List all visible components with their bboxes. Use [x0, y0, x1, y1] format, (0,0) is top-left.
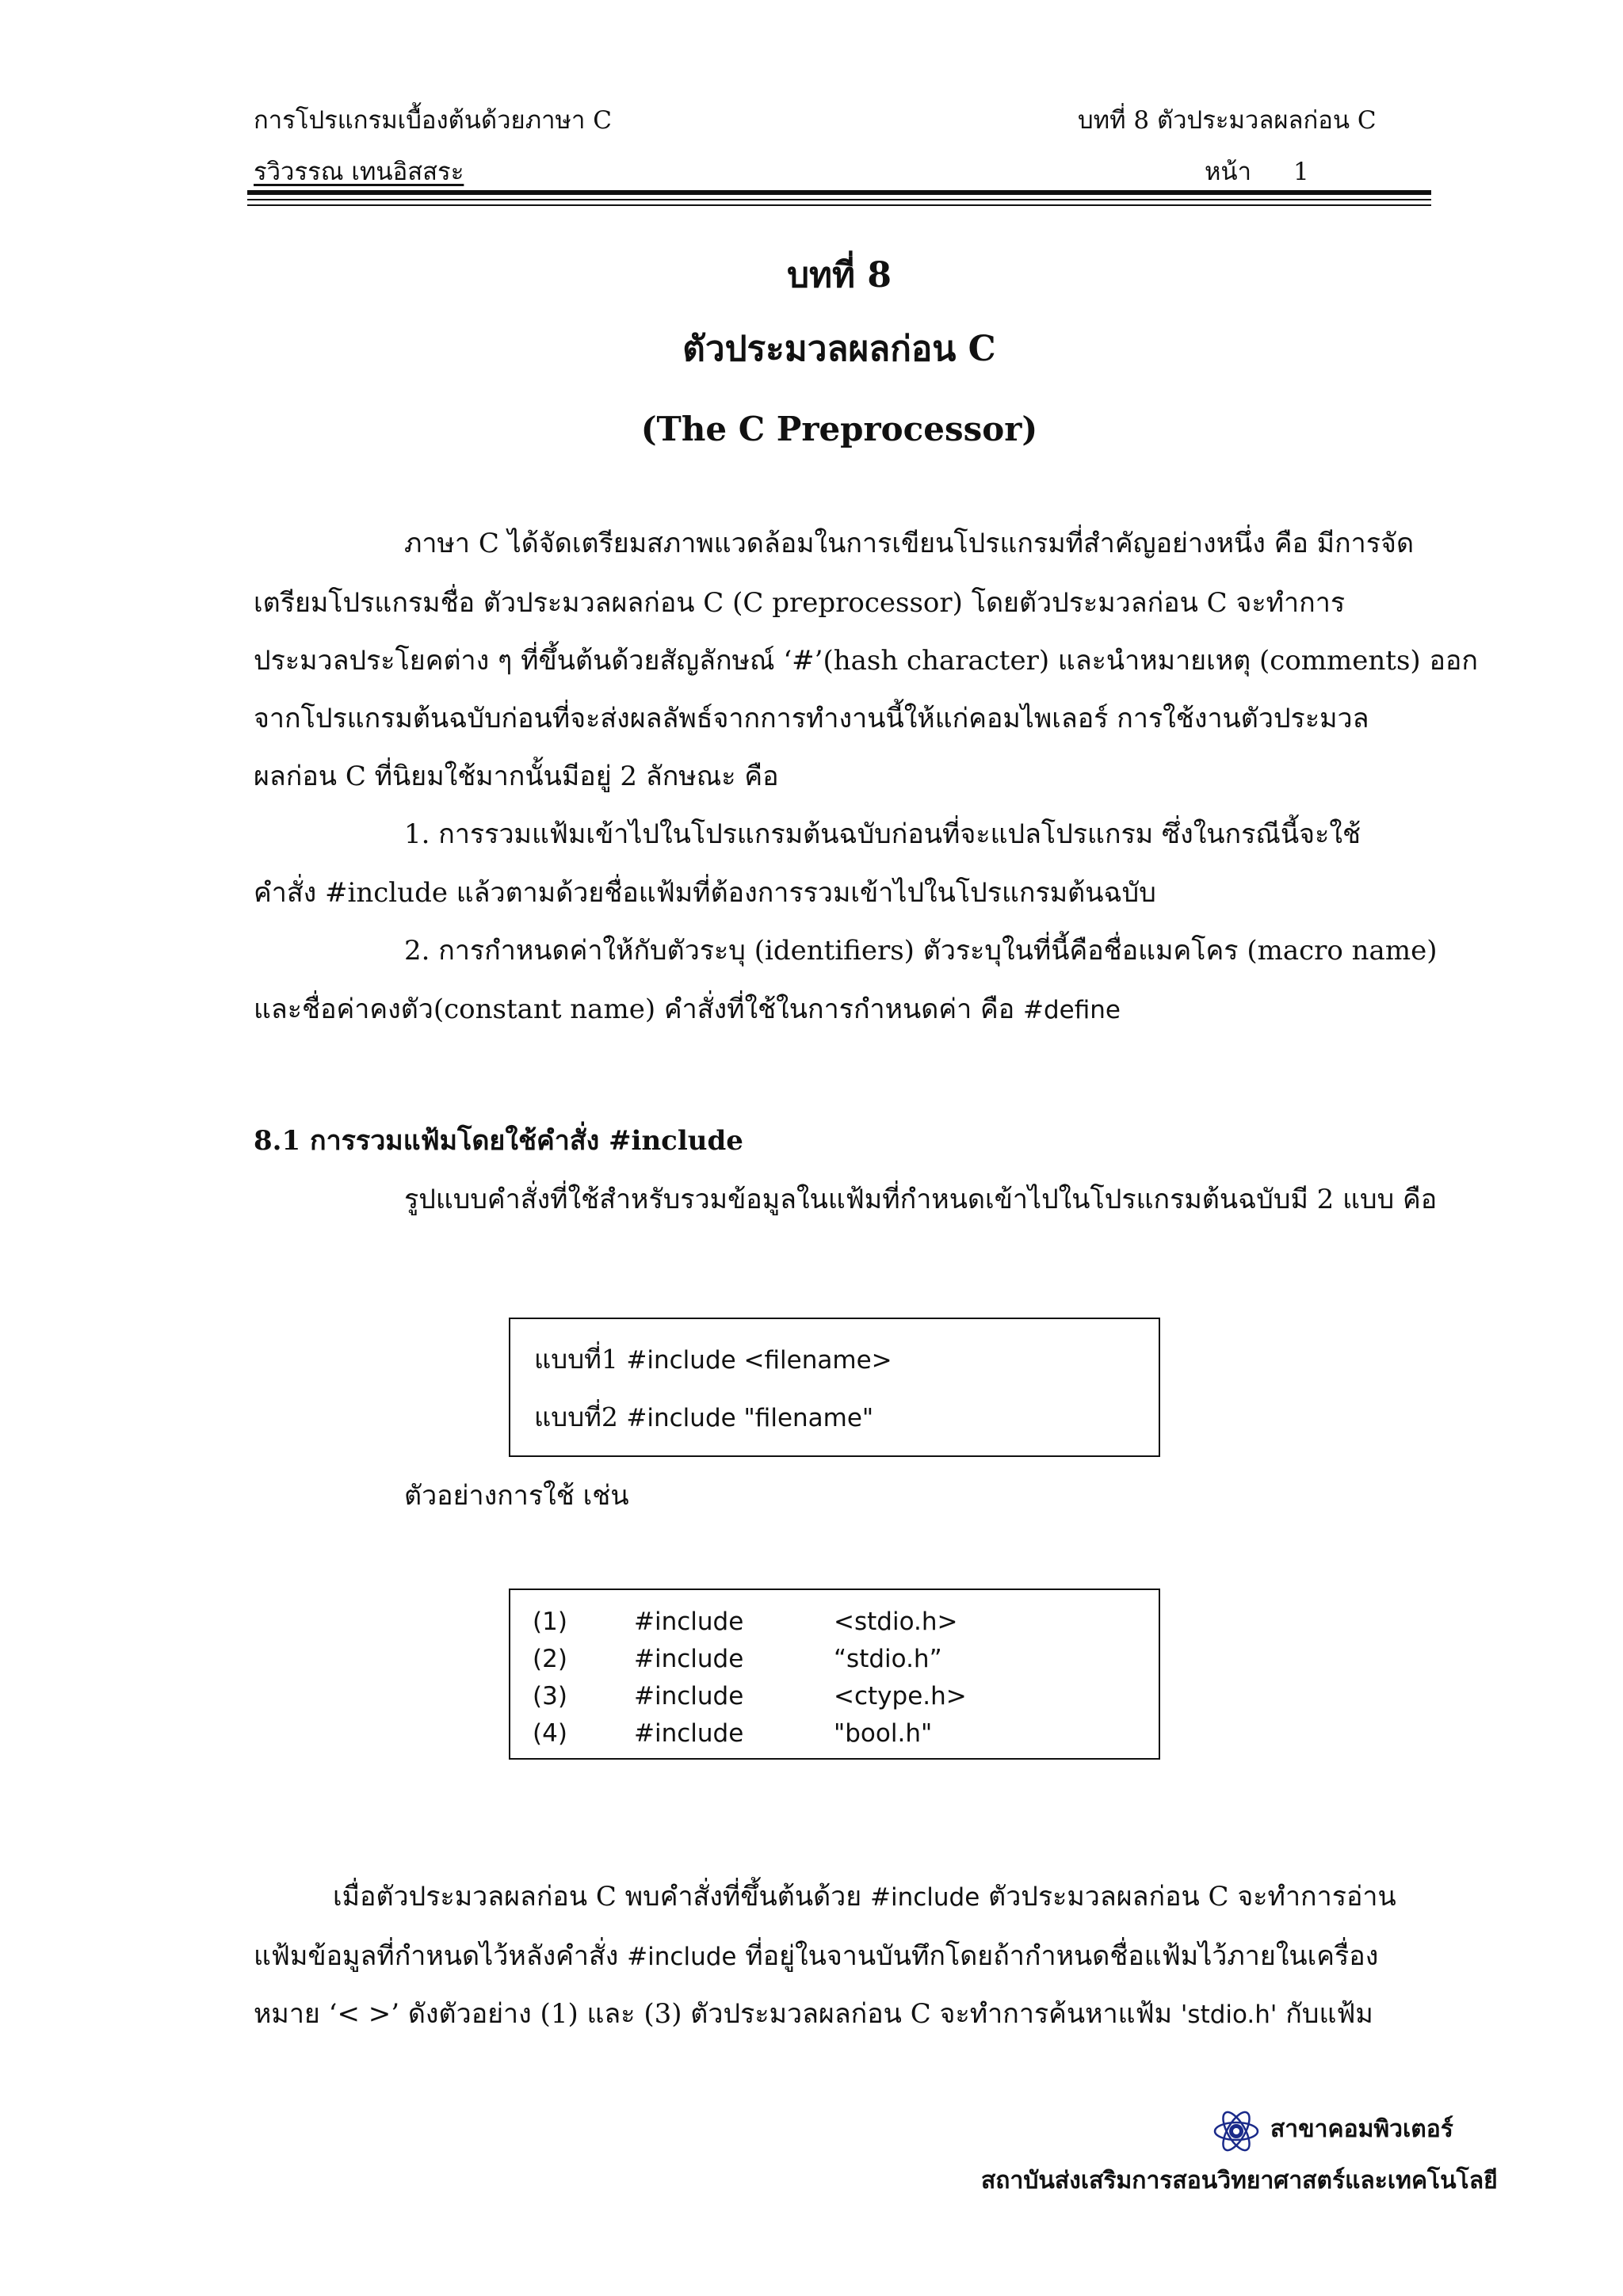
- filename-literal: 'stdio.h': [1180, 2000, 1277, 2029]
- closing-2-text-a: แฟ้มข้อมูลที่กำหนดไว้หลังคำสั่ง: [254, 1940, 628, 1972]
- closing-line-3: [254, 1995, 1431, 2034]
- header-rule-thick: [247, 190, 1431, 195]
- code-row: [533, 1641, 1135, 1677]
- code-row-number: (1): [533, 1608, 567, 1636]
- code-row-directive: #include: [634, 1645, 744, 1673]
- format-line-2: [534, 1399, 873, 1436]
- chapter-number: บทที่ 8: [787, 255, 892, 296]
- header-rule-thin-2: [247, 204, 1431, 206]
- code-row-file: "bool.h": [834, 1719, 933, 1748]
- code-row-number: (3): [533, 1682, 567, 1711]
- item-1-line-1: 1. การรวมแฟ้มเข้าไปในโปรแกรมต้นฉบับก่อนที่จะแปลโปรแกรม ซึ่งในกรณีนี้จะใช้: [404, 818, 1361, 850]
- intro-line-5: ผลก่อน C ที่นิยมใช้มากนั้นมีอยู่ 2 ลักษณะ คือ: [254, 761, 779, 792]
- closing-1-text-b: ตัวประมวลผลก่อน C จะทำการอ่าน: [980, 1881, 1396, 1913]
- intro-line-1: ภาษา C ได้จัดเตรียมสภาพแวดล้อมในการเขียนโปรแกรมที่สำคัญอย่างหนึ่ง คือ มีการจัด: [404, 528, 1415, 559]
- format-line-1: [534, 1341, 892, 1379]
- include-keyword: #include: [627, 1943, 737, 1971]
- closing-2-text-b: ที่อยู่ในจานบันทึกโดยถ้ากำหนดชื่อแฟ้มไว้ภายในเครื่อง: [736, 1940, 1379, 1972]
- closing-3-text-a: หมาย ‘< >’ ดังตัวอย่าง (1) และ (3) ตัวประมวลผลก่อน C จะทำการค้นหาแฟ้ม: [254, 1998, 1181, 2030]
- footer-department: สาขาคอมพิวเตอร์: [1270, 2115, 1453, 2143]
- header-page-label: หน้า: [1205, 158, 1252, 186]
- code-row-directive: #include: [634, 1682, 744, 1711]
- closing-3-text-b: กับแฟ้ม: [1277, 1998, 1373, 2030]
- code-row-file: <stdio.h>: [834, 1608, 958, 1636]
- format-1-code: #include <filename>: [626, 1346, 892, 1375]
- item-2-line-1: 2. การกำหนดค่าให้กับตัวระบุ (identifiers) ตัวระบุในที่นี้คือชื่อแมคโคร (macro name): [404, 935, 1438, 967]
- format-1-label: แบบที่1: [534, 1344, 627, 1375]
- intro-line-3: ประมวลประโยคต่าง ๆ ที่ขึ้นต้นด้วยสัญลักษณ์ ‘#’(hash character) และนำหมายเหตุ (comments) ออก: [254, 645, 1478, 677]
- code-row: [533, 1715, 1135, 1752]
- code-row: [533, 1604, 1135, 1640]
- format-2-code: #include "filename": [626, 1404, 874, 1432]
- format-box: [509, 1318, 1160, 1457]
- footer-institute: สถาบันส่งเสริมการสอนวิทยาศาสตร์และเทคโนโลยี: [981, 2167, 1498, 2195]
- intro-line-2: เตรียมโปรแกรมชื่อ ตัวประมวลผลก่อน C (C preprocessor) โดยตัวประมวลก่อน C จะทำการ: [254, 587, 1346, 619]
- code-example-box: [509, 1589, 1160, 1760]
- code-row-directive: #include: [634, 1719, 744, 1748]
- code-row: [533, 1678, 1135, 1714]
- header-author: รวิวรรณ เทนอิสสระ: [254, 158, 464, 186]
- item-2-line-2: [254, 990, 1431, 1029]
- header-course-title: การโปรแกรมเบื้องต้นด้วยภาษา C: [254, 106, 612, 135]
- example-label: ตัวอย่างการใช้ เช่น: [404, 1480, 629, 1512]
- closing-line-1: [333, 1878, 1431, 1917]
- code-row-file: <ctype.h>: [834, 1682, 967, 1711]
- include-keyword: #include: [870, 1883, 980, 1912]
- closing-1-text-a: เมื่อตัวประมวลผลก่อน C พบคำสั่งที่ขึ้นต้นด้วย: [333, 1881, 871, 1913]
- section-heading: 8.1 การรวมแฟ้มโดยใช้คำสั่ง #include: [254, 1125, 743, 1157]
- intro-line-4: จากโปรแกรมต้นฉบับก่อนที่จะส่งผลลัพธ์จากการทำงานนี้ให้แก่คอมไพเลอร์ การใช้งานตัวประมวล: [254, 703, 1369, 734]
- code-row-directive: #include: [634, 1608, 744, 1636]
- section-intro: รูปแบบคำสั่งที่ใช้สำหรับรวมข้อมูลในแฟ้มที่กำหนดเข้าไปในโปรแกรมต้นฉบับมี 2 แบบ คือ: [404, 1184, 1438, 1215]
- chapter-title-english: (The C Preprocessor): [640, 410, 1038, 448]
- item-1-line-2: คำสั่ง #include แล้วตามด้วยชื่อแฟ้มที่ต้องการรวมเข้าไปในโปรแกรมต้นฉบับ: [254, 877, 1156, 909]
- format-2-label: แบบที่2: [534, 1402, 627, 1432]
- define-keyword: #define: [1022, 996, 1121, 1024]
- header-page-number: 1: [1293, 158, 1309, 186]
- header-chapter: บทที่ 8 ตัวประมวลผลก่อน C: [1078, 106, 1377, 135]
- item-2-line-2-text: และชื่อค่าคงตัว(constant name) คำสั่งที่ใช้ในการกำหนดค่า คือ: [254, 994, 1023, 1025]
- code-row-file: “stdio.h”: [834, 1645, 942, 1673]
- closing-line-2: [254, 1937, 1431, 1976]
- header-rule-thin: [247, 199, 1431, 200]
- ipst-logo-icon: [1212, 2107, 1260, 2155]
- code-row-number: (2): [533, 1645, 567, 1673]
- chapter-title-thai: ตัวประมวลผลก่อน C: [682, 329, 996, 369]
- code-row-number: (4): [533, 1719, 567, 1748]
